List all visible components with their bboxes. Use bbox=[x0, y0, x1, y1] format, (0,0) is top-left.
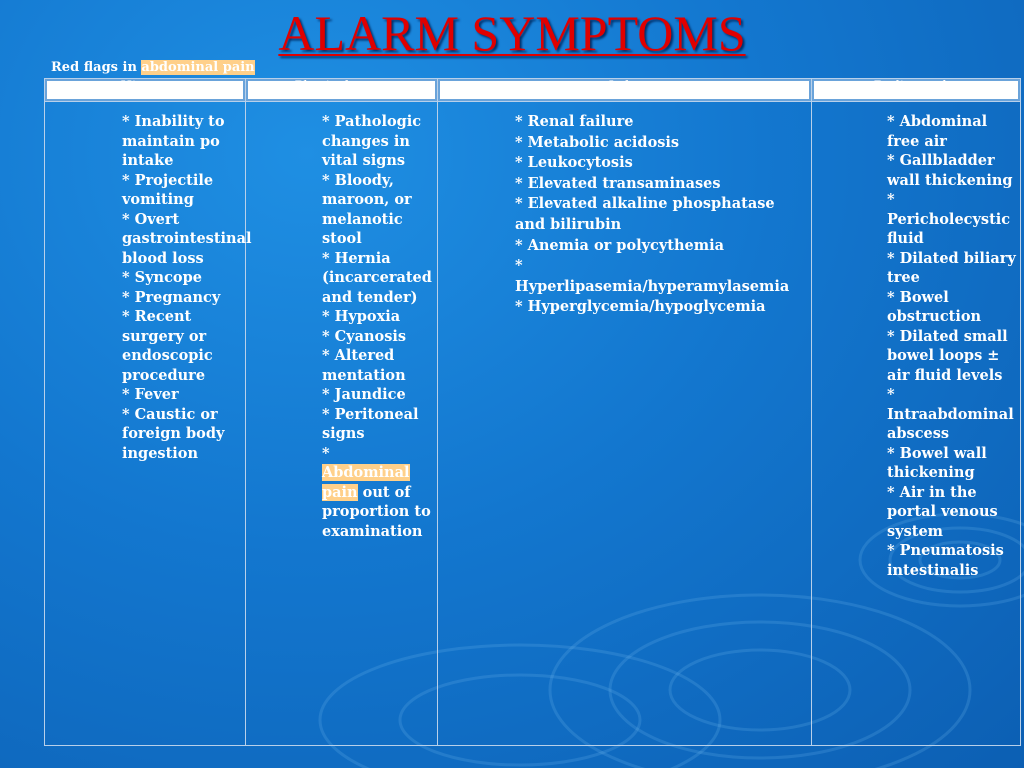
history-item: * Projectile vomiting bbox=[122, 171, 214, 208]
physical-exam-item: * Peritoneal signs bbox=[322, 405, 419, 442]
physical-exam-item: * Hernia (incarcerated and tender) bbox=[322, 249, 432, 306]
header-radiography: Radiography bbox=[812, 79, 1021, 102]
radiography-item: * Bowel wall thickening bbox=[887, 444, 987, 481]
physical-exam-item: * Cyanosis bbox=[322, 327, 407, 345]
history-item: * Syncope bbox=[122, 269, 202, 286]
radiography-item: * Air in the portal venous system bbox=[887, 483, 998, 540]
subtitle-prefix: Red flags in bbox=[51, 60, 142, 75]
bullet: * bbox=[322, 444, 330, 462]
physical-exam-item-last bbox=[322, 444, 433, 542]
history-item: * Recent surgery or endoscopic procedure bbox=[122, 308, 213, 384]
radiography-item: * Dilated biliary tree bbox=[887, 249, 1016, 286]
physical-exam-item: * Altered mentation bbox=[322, 347, 406, 384]
header-labs: Labs bbox=[438, 79, 812, 102]
physical-exam-item: * Pathologic changes in vital signs bbox=[322, 113, 422, 169]
labs-item: * Leukocytosis bbox=[515, 154, 633, 172]
labs-item: * Metabolic acidosis bbox=[515, 133, 680, 151]
radiography-item: * Gallbladder wall thickening bbox=[887, 152, 1013, 189]
labs-item: * Renal failure bbox=[515, 113, 634, 130]
physical-exam-item: * Bloody, maroon, or melanotic stool bbox=[322, 171, 412, 247]
labs-item: * Elevated alkaline phosphatase and bilirubin bbox=[515, 195, 775, 233]
physical-exam-item: * Hypoxia bbox=[322, 308, 401, 325]
radiography-item: * Dilated small bowel loops ± air fluid levels bbox=[887, 327, 1008, 384]
radiography-item: * Intraabdominal abscess bbox=[887, 386, 1014, 442]
history-item: * Fever bbox=[122, 386, 179, 403]
labs-cell bbox=[438, 102, 812, 746]
physical-exam-last-rest: out of proportion to examination bbox=[322, 483, 431, 540]
table-header-row bbox=[45, 79, 1021, 102]
header-physical-exam: Physical exam bbox=[246, 79, 438, 102]
radiography-cell bbox=[812, 102, 1021, 746]
history-cell bbox=[45, 102, 252, 746]
slide-subtitle bbox=[51, 59, 255, 77]
history-item: * Inability to maintain po intake bbox=[122, 113, 225, 169]
labs-item: * Anemia or polycythemia bbox=[515, 236, 725, 254]
header-history: History bbox=[45, 79, 246, 102]
radiography-item: * Pneumatosis intestinalis bbox=[887, 542, 1004, 579]
table-body-row bbox=[45, 102, 1021, 746]
radiography-item: * Abdominal free air bbox=[887, 113, 988, 150]
history-item: * Caustic or foreign body ingestion bbox=[122, 405, 225, 462]
alarm-symptoms-table bbox=[44, 78, 1021, 746]
labs-item: * Hyperlipasemia/hyperamylasemia bbox=[515, 257, 790, 295]
labs-item: * Hyperglycemia/hypoglycemia bbox=[515, 298, 766, 316]
slide-title: ALARM SYMPTOMS bbox=[278, 5, 746, 61]
labs-item: * Elevated transaminases bbox=[515, 174, 721, 192]
subtitle-highlight: abdominal pain bbox=[141, 60, 255, 75]
abdominal-pain-highlight: Abdominal pain bbox=[322, 464, 410, 501]
physical-exam-cell bbox=[246, 102, 438, 746]
history-item: * Pregnancy bbox=[122, 288, 221, 306]
physical-exam-item: * Jaundice bbox=[322, 386, 406, 403]
history-item: * Overt gastrointestinal blood loss bbox=[122, 210, 252, 267]
radiography-item: * Bowel obstruction bbox=[887, 288, 982, 325]
radiography-item: * Pericholecystic fluid bbox=[887, 191, 1011, 247]
